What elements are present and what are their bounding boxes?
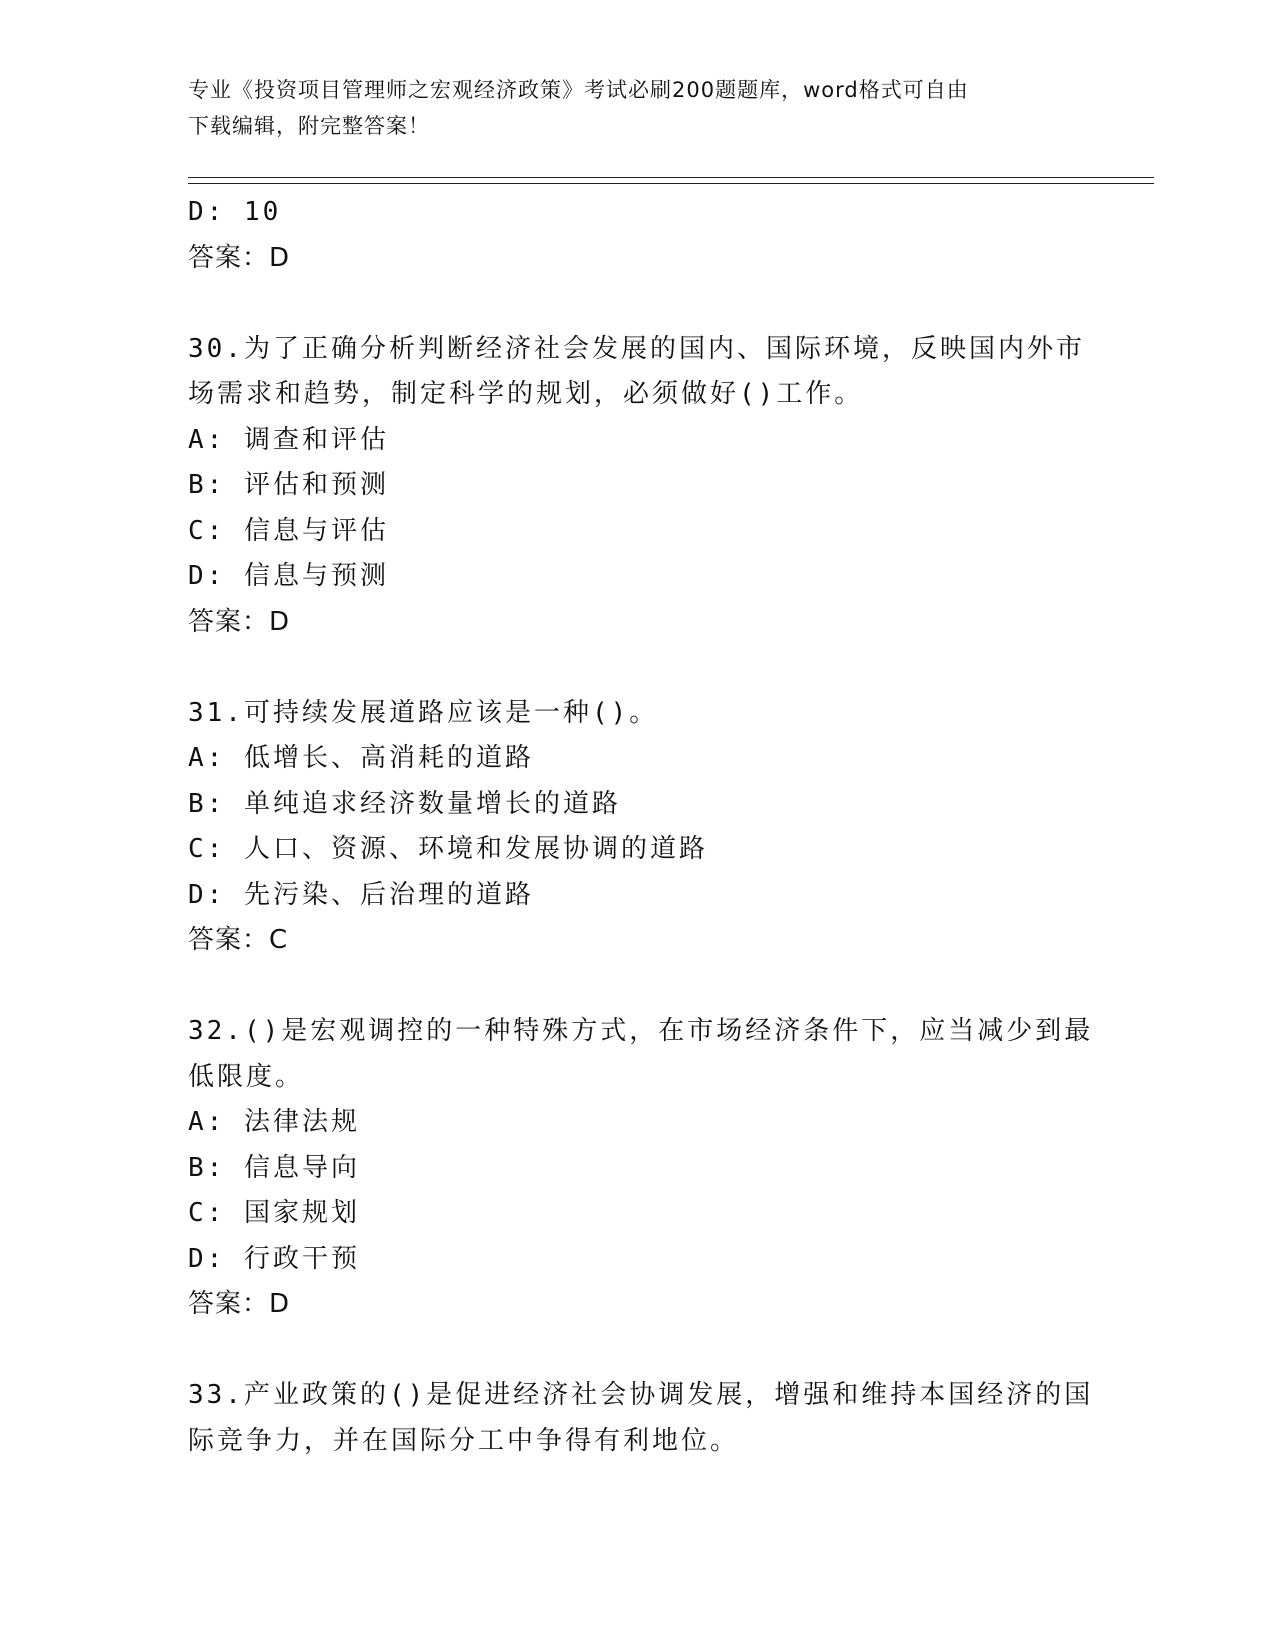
spacer	[188, 964, 1088, 1010]
option-b: B: 单纯追求经济数量增长的道路	[188, 788, 621, 819]
answer: 答案：D	[188, 242, 291, 273]
question-30	[188, 327, 1088, 646]
option-c: C: 国家规划	[188, 1198, 360, 1228]
document-header	[188, 72, 1088, 144]
header-line-2: 下载编辑，附完整答案！	[188, 114, 430, 138]
option-a: A: 调查和评估	[188, 424, 389, 455]
option-d: D: 信息与预测	[188, 561, 389, 591]
document-body	[188, 190, 1094, 1464]
answer: 答案：C	[188, 925, 289, 955]
question-text-line-1: 33.产业政策的()是促进经济社会协调发展，增强和维持本国经济的国	[188, 1380, 1094, 1410]
carryover-question	[188, 190, 1088, 281]
option-b: B: 评估和预测	[188, 470, 389, 500]
option-d: D: 10	[188, 197, 282, 227]
question-31	[188, 691, 1088, 964]
spacer	[188, 281, 1088, 327]
spacer	[188, 645, 1088, 691]
question-text-line-2: 场需求和趋势，制定科学的规划，必须做好()工作。	[188, 379, 864, 409]
option-c: C: 信息与评估	[188, 515, 389, 546]
question-text-line-1: 31.可持续发展道路应该是一种()。	[188, 697, 659, 728]
option-a: A: 低增长、高消耗的道路	[188, 743, 534, 773]
option-b: B: 信息导向	[188, 1152, 360, 1183]
option-a: A: 法律法规	[188, 1107, 360, 1137]
header-line-1: 专业《投资项目管理师之宏观经济政策》考试必刷200题题库，word格式可自由	[188, 78, 969, 102]
question-33	[188, 1373, 1094, 1464]
question-32	[188, 1009, 1094, 1328]
question-text-line-1: 30.为了正确分析判断经济社会发展的国内、国际环境，反映国内外市	[188, 333, 1085, 364]
question-text-line-2: 低限度。	[188, 1061, 305, 1092]
spacer	[188, 1328, 1088, 1374]
answer: 答案：D	[188, 606, 291, 637]
option-d: D: 先污染、后治理的道路	[188, 879, 534, 910]
header-divider-bottom	[188, 183, 1154, 184]
option-d: D: 行政干预	[188, 1243, 360, 1274]
question-text-line-2: 际竞争力，并在国际分工中争得有利地位。	[188, 1425, 740, 1456]
header-divider-top	[188, 177, 1154, 178]
question-text-line-1: 32.()是宏观调控的一种特殊方式，在市场经济条件下，应当减少到最	[188, 1016, 1094, 1046]
option-c: C: 人口、资源、环境和发展协调的道路	[188, 834, 708, 864]
answer: 答案：D	[188, 1289, 291, 1319]
